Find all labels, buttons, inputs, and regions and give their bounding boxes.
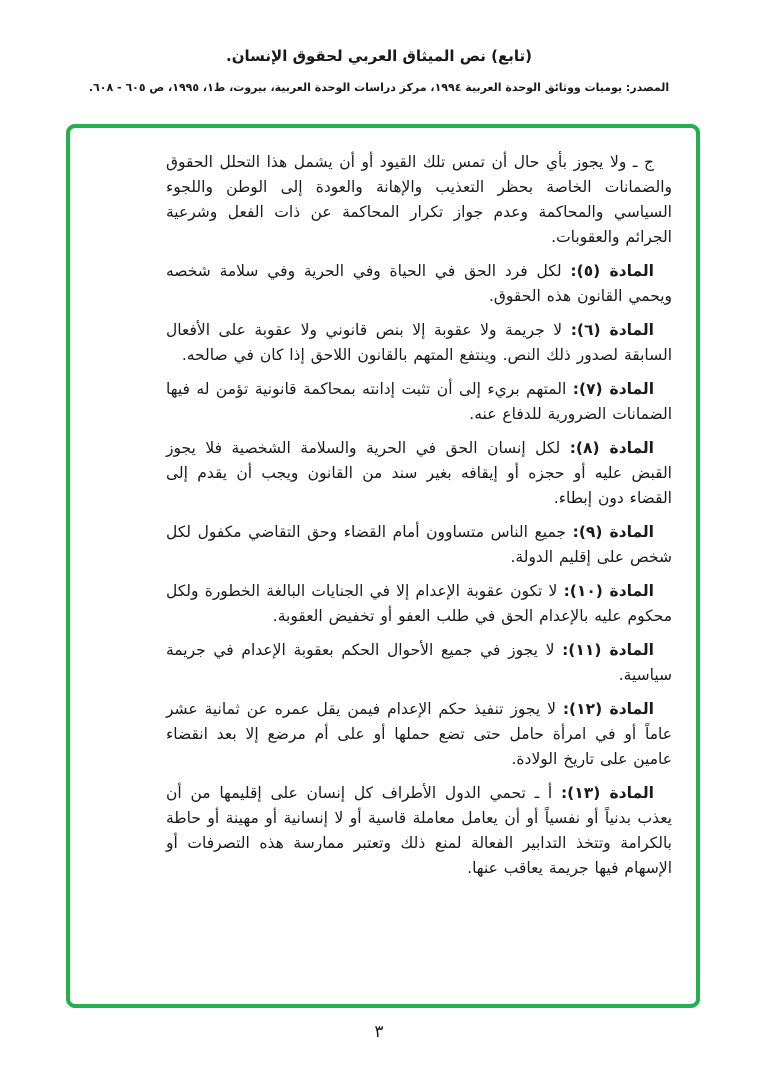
article-number-label: المادة (١١): bbox=[562, 641, 654, 659]
paragraph-text: لا يجوز تنفيذ حكم الإعدام فيمن يقل عمره عن ثمانية عشر عاماً أو في امرأة حامل حتى تضع حملها أو على أم مرضع إلا بعد انقضاء عامين على تاريخ الولادة. bbox=[166, 700, 672, 768]
paragraph-text: ج ـ ولا يجوز بأي حال أن تمس تلك القيود أو أن يشمل هذا التحلل الحقوق والضمانات الخاصة بحظر التعذيب والإهانة والعودة إلى الوطن واللجوء السياسي والمحاكمة وعدم جواز تكرار المحاكمة عن ذات الفعل وشرعية الجرائم والعقوبات. bbox=[166, 153, 672, 246]
article-number-label: المادة (١٣): bbox=[560, 784, 654, 802]
content-border-box bbox=[66, 124, 700, 1008]
article-number-label: المادة (١٢): bbox=[562, 700, 654, 718]
document-source-line: المصدر: يوميات ووثائق الوحدة العربية ١٩٩٤، مركز دراسات الوحدة العربية، بيروت، ط١، ١٩٩٥، ص ٦٠٥ - ٦٠٨. bbox=[88, 81, 670, 94]
paragraph-text: لا جريمة ولا عقوبة إلا بنص قانوني ولا عقوبة على الأفعال السابقة لصدور ذلك النص. وينتفع المتهم بالقانون اللاحق إذا كان في صالحه. bbox=[166, 321, 672, 364]
paragraph bbox=[166, 638, 672, 688]
page-header bbox=[0, 0, 758, 96]
document-title: (تابع) نص الميثاق العربي لحقوق الإنسان. bbox=[226, 47, 532, 65]
paragraph bbox=[166, 318, 672, 368]
paragraph-text: أ ـ تحمي الدول الأطراف كل إنسان على إقليمها من أن يعذب بدنياً أو نفسياً أو أن يعامل معاملة قاسية أو لا إنسانية أو مهينة أو حاطة بالكرامة وتتخذ التدابير الفعالة لمنع ذلك وتعتبر ممارسة هذه التصرفات أو الإسهام فيها جريمة يعاقب عنها. bbox=[166, 784, 672, 877]
paragraph-text: جميع الناس متساوون أمام القضاء وحق التقاضي مكفول لكل شخص على إقليم الدولة. bbox=[166, 523, 672, 566]
paragraph bbox=[166, 259, 672, 309]
article-number-label: المادة (١٠): bbox=[563, 582, 654, 600]
paragraph bbox=[166, 520, 672, 570]
paragraph bbox=[166, 436, 672, 511]
article-number-label: المادة (٩): bbox=[572, 523, 654, 541]
paragraph-text: لكل فرد الحق في الحياة وفي الحرية وفي سلامة شخصه ويحمي القانون هذه الحقوق. bbox=[166, 262, 672, 305]
paragraph bbox=[166, 377, 672, 427]
article-number-label: المادة (٦): bbox=[570, 321, 654, 339]
page-number: ٣ bbox=[374, 1022, 384, 1042]
paragraph bbox=[166, 697, 672, 772]
paragraph-text: لا تكون عقوبة الإعدام إلا في الجنايات البالغة الخطورة ولكل محكوم عليه بالإعدام الحق في طلب العفو أو تخفيض العقوبة. bbox=[166, 582, 672, 625]
paragraph-text: لا يجوز في جميع الأحوال الحكم بعقوبة الإعدام في جريمة سياسية. bbox=[166, 641, 672, 684]
article-number-label: المادة (٧): bbox=[572, 380, 655, 398]
article-number-label: المادة (٥): bbox=[570, 262, 654, 280]
paragraph bbox=[166, 579, 672, 629]
paragraph bbox=[166, 150, 672, 250]
article-number-label: المادة (٨): bbox=[569, 439, 654, 457]
paragraph-text: لكل إنسان الحق في الحرية والسلامة الشخصية فلا يجوز القبض عليه أو حجزه أو إيقافه بغير سند من القانون ويجب أن يقدم إلى القضاء دون إبطاء. bbox=[166, 439, 672, 507]
document-body bbox=[166, 150, 672, 881]
paragraph-text: المتهم بريء إلى أن تثبت إدانته بمحاكمة قانونية تؤمن له فيها الضمانات الضرورية للدفاع عنه. bbox=[166, 380, 672, 423]
paragraph bbox=[166, 781, 672, 881]
